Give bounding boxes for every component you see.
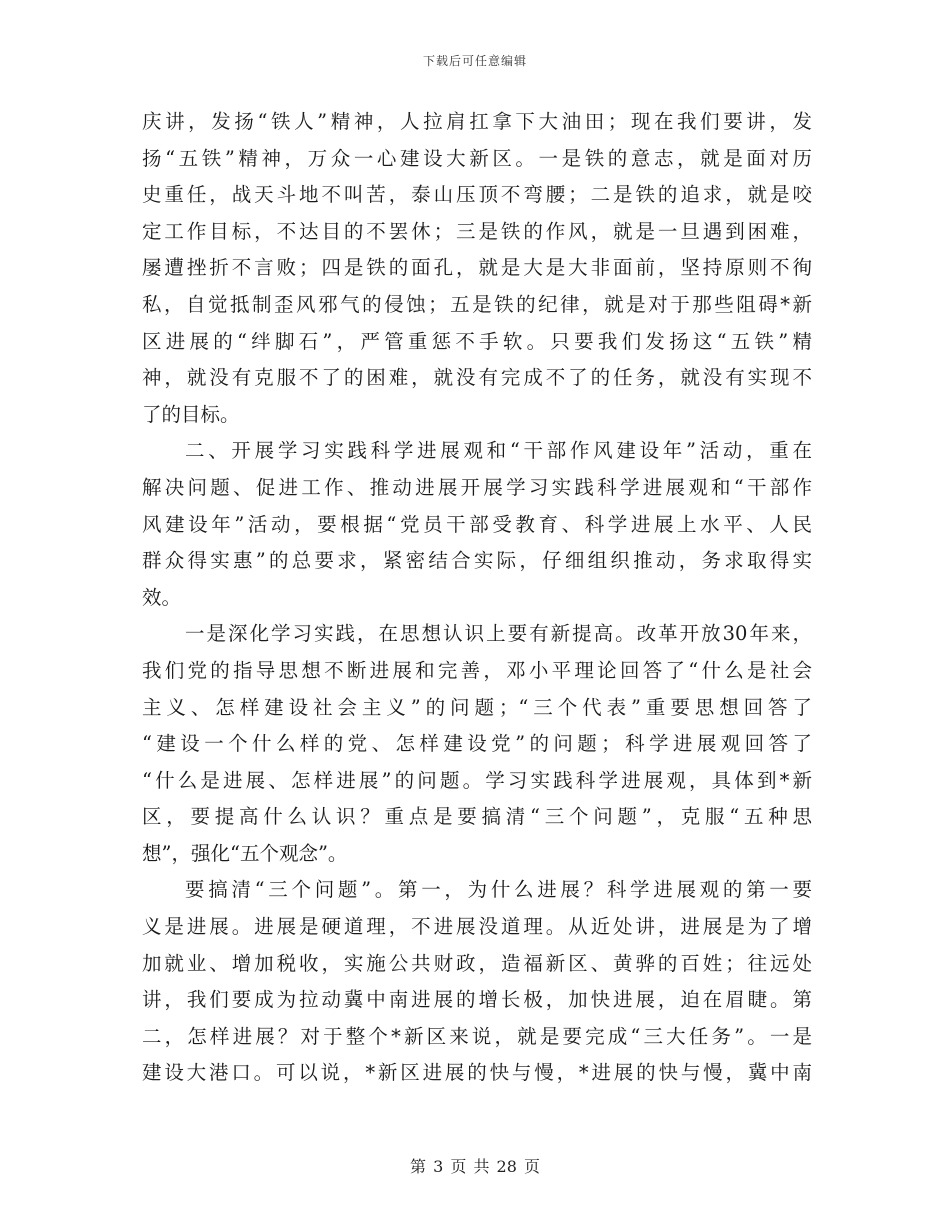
text-line: 义是进展。进展是硬道理，不进展没道理。从近处讲，进展是为了增 [142,915,812,939]
text-line: 庆讲，发扬“铁人”精神，人拉肩扛拿下大油田；现在我们要讲，发 [142,110,812,133]
text-line: 效。 [142,585,182,609]
text-line: 史重任，战天斗地不叫苦，泰山压顶不弯腰；二是铁的追求，就是咬 [142,183,812,207]
text-line: 一是深化学习实践，在思想认识上要有新提高。改革开放30年来， [185,622,812,646]
paragraph [142,433,812,616]
text-line: 解决问题、促进工作、推动进展开展学习实践科学进展观和“干部作 [142,475,812,499]
text-line: 要搞清“三个问题”。第一，为什么进展？科学进展观的第一要 [185,878,812,902]
text-line: 风建设年”活动，要根据“党员干部受教育、科学进展上水平、人民 [142,512,812,536]
paragraph [142,104,812,433]
paragraph [142,872,812,1092]
text-line: 神，就没有克服不了的困难，就没有完成不了的任务，就没有实现不 [142,366,812,390]
page-header: 下载后可任意编辑 [422,54,527,68]
document-body [142,104,812,1092]
page-footer: 第 3 页 共 28 页 [410,1157,540,1176]
text-line: 区，要提高什么认识？重点是要搞清“三个问题”，克服“五种思 [142,805,812,829]
text-line: 群众得实惠”的总要求，紧密结合实际，仔细组织推动，务求取得实 [142,549,812,573]
text-line: 区进展的“绊脚石”，严管重惩不手软。只要我们发扬这“五铁”精 [142,329,812,353]
text-line: 主义、怎样建设社会主义”的问题；“三个代表”重要思想回答了 [142,695,812,719]
text-line: 扬“五铁”精神，万众一心建设大新区。一是铁的意志，就是面对历 [142,146,812,170]
text-line: 建设大港口。可以说，*新区进展的快与慢，*进展的快与慢，冀中南 [142,1061,812,1085]
text-line: 加就业、增加税收，实施公共财政，造福新区、黄骅的百姓；往远处 [142,951,812,975]
text-line: 讲，我们要成为拉动冀中南进展的增长极，加快进展，迫在眉睫。第 [142,988,812,1012]
text-line: “建设一个什么样的党、怎样建设党”的问题；科学进展观回答了 [142,732,812,756]
text-line: 想”，强化“五个观念”。 [142,841,348,865]
text-line: 二，怎样进展？对于整个*新区来说，就是要完成“三大任务”。一是 [142,1024,812,1048]
text-line: 屡遭挫折不言败；四是铁的面孔，就是大是大非面前，坚持原则不徇 [142,256,812,280]
text-line: 定工作目标，不达目的不罢休；三是铁的作风，就是一旦遇到困难， [142,219,812,243]
text-line: 我们党的指导思想不断进展和完善，邓小平理论回答了“什么是社会 [142,658,812,682]
text-line: 了的目标。 [142,402,240,426]
text-line: “什么是进展、怎样进展”的问题。学习实践科学进展观，具体到*新 [142,768,812,792]
text-line: 二、开展学习实践科学进展观和“干部作风建设年”活动，重在 [185,439,812,463]
paragraph [142,616,812,872]
text-line: 私，自觉抵制歪风邪气的侵蚀；五是铁的纪律，就是对于那些阻碍*新 [142,292,812,316]
